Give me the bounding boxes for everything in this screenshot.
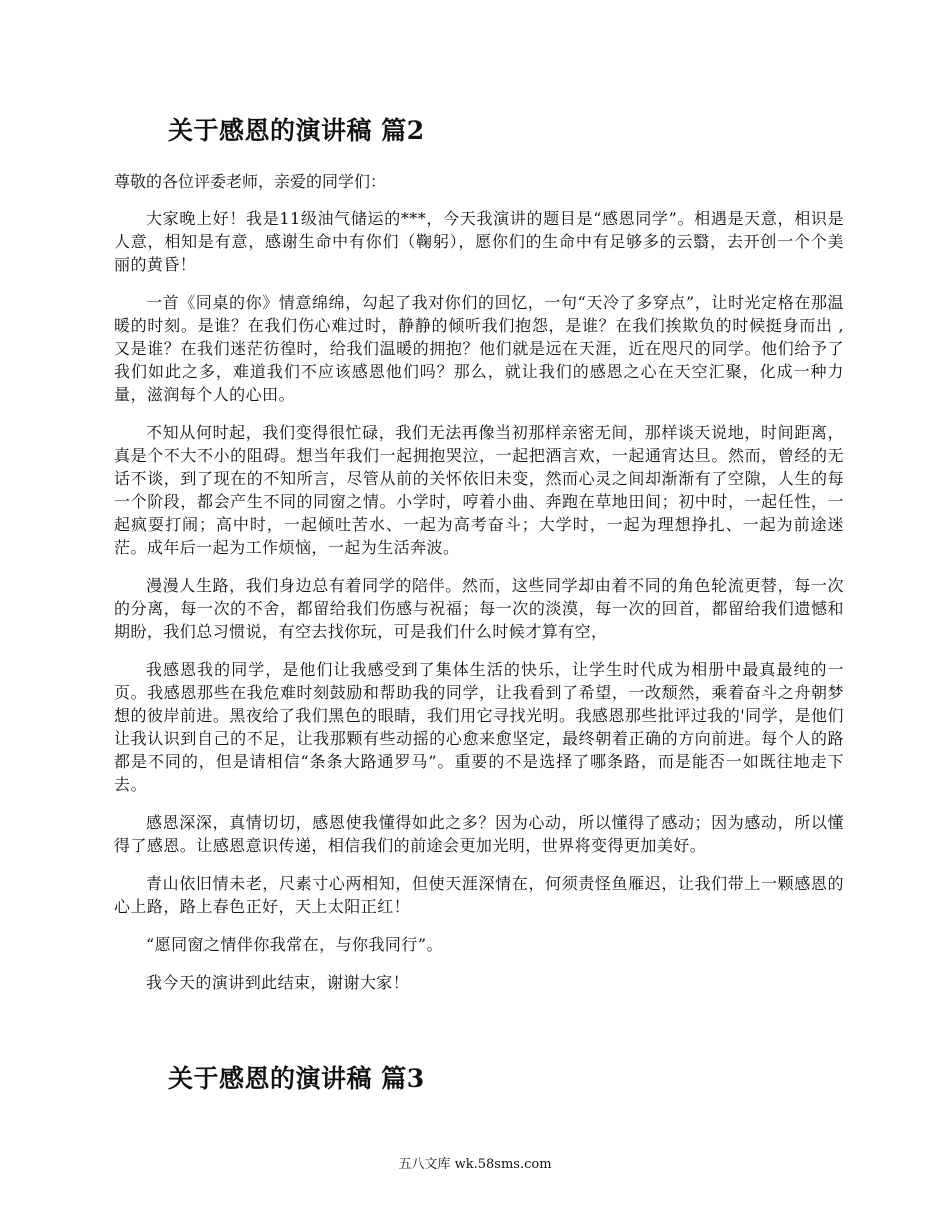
footer-site-name: 五八文库 xyxy=(398,1157,451,1172)
speech-body xyxy=(114,170,844,1009)
section-heading-next: 关于感恩的演讲稿 篇3 xyxy=(168,1064,425,1093)
paragraph: “愿同窗之情伴你我常在，与你我同行”。 xyxy=(146,935,443,954)
section-heading: 关于感恩的演讲稿 篇2 xyxy=(168,116,425,145)
paragraph: 青山依旧情未老，尺素寸心两相知，但使天涯深情在，何须责怪鱼雁迟，让我们带上一颗感恩的心上路，路上春色正好，天上太阳正红！ xyxy=(114,874,844,916)
paragraph: 不知从何时起，我们变得很忙碌，我们无法再像当初那样亲密无间，那样谈天说地，时间距离，真是个不大不小的阻碍。想当年我们一起拥抱哭泣，一起把酒言欢，一起通宵达旦。然而，曾经的无话不谈，到了现在的不知所言，尽管从前的关怀依旧未变，然而心灵之间却渐渐有了空隙，人生的每一个阶段，都会产生不同的同窗之情。小学时，哼着小曲、奔跑在草地田间；初中时，一起任性，一起疯耍打闹；高中时，一起倾吐苦水、一起为高考奋斗；大学时，一起为理想挣扎、一起为前途迷茫。成年后一起为工作烦恼，一起为生活奔波。 xyxy=(114,423,844,557)
paragraph: 感恩深深，真情切切，感恩使我懂得如此之多？因为心动，所以懂得了感动；因为感动，所以懂得了感恩。让感恩意识传递，相信我们的前途会更加光明，世界将变得更加美好。 xyxy=(114,813,844,855)
paragraph: 我今天的演讲到此结束，谢谢大家！ xyxy=(146,973,410,992)
paragraph: 我感恩我的同学，是他们让我感受到了集体生活的快乐，让学生时代成为相册中最真最纯的一页。我感恩那些在我危难时刻鼓励和帮助我的同学，让我看到了希望，一改颓然，乘着奋斗之舟朝梦想的彼岸前进。黑夜给了我们黑色的眼睛，我们用它寻找光明。我感恩那些批评过我的'同学，是他们让我认识到自己的不足，让我那颗有些动摇的心愈来愈坚定，最终朝着正确的方向前进。每个人的路都是不同的，但是请相信“条条大路通罗马”。重要的不是选择了哪条路，而是能否一如既往地走下去。 xyxy=(114,660,844,794)
paragraph: 漫漫人生路，我们身边总有着同学的陪伴。然而，这些同学却由着不同的角色轮流更替，每一次的分离，每一次的不舍，都留给我们伤感与祝福；每一次的淡漠，每一次的回首，都留给我们遗憾和期盼，我们总习惯说，有空去找你玩，可是我们什么时候才算有空， xyxy=(114,576,844,641)
paragraph: 大家晚上好！我是11级油气储运的***，今天我演讲的题目是“感恩同学”。相遇是天意，相识是人意，相知是有意，感谢生命中有你们（鞠躬），愿你们的生命中有足够多的云翳，去开创一个个美丽的黄昏！ xyxy=(114,209,844,274)
salutation: 尊敬的各位评委老师，亲爱的同学们： xyxy=(114,172,387,191)
page-footer xyxy=(0,1156,950,1174)
paragraph: 一首《同桌的你》情意绵绵，勾起了我对你们的回忆，一句“天冷了多穿点”，让时光定格在那温暖的时刻。是谁？在我们伤心难过时，静静的倾听我们抱怨，是谁？在我们挨欺负的时候挺身而出 ,又是谁？在我们迷茫彷徨时，给我们温暖的拥抱？他们就是远在天涯，近在咫尺的同学。他们给予了我们如此之多，难道我们不应该感恩他们吗？那么，就让我们的感恩之心在天空汇聚，化成一种力量，滋润每个人的心田。 xyxy=(114,293,844,404)
footer-site-url[interactable]: wk.58sms.com xyxy=(454,1157,552,1172)
